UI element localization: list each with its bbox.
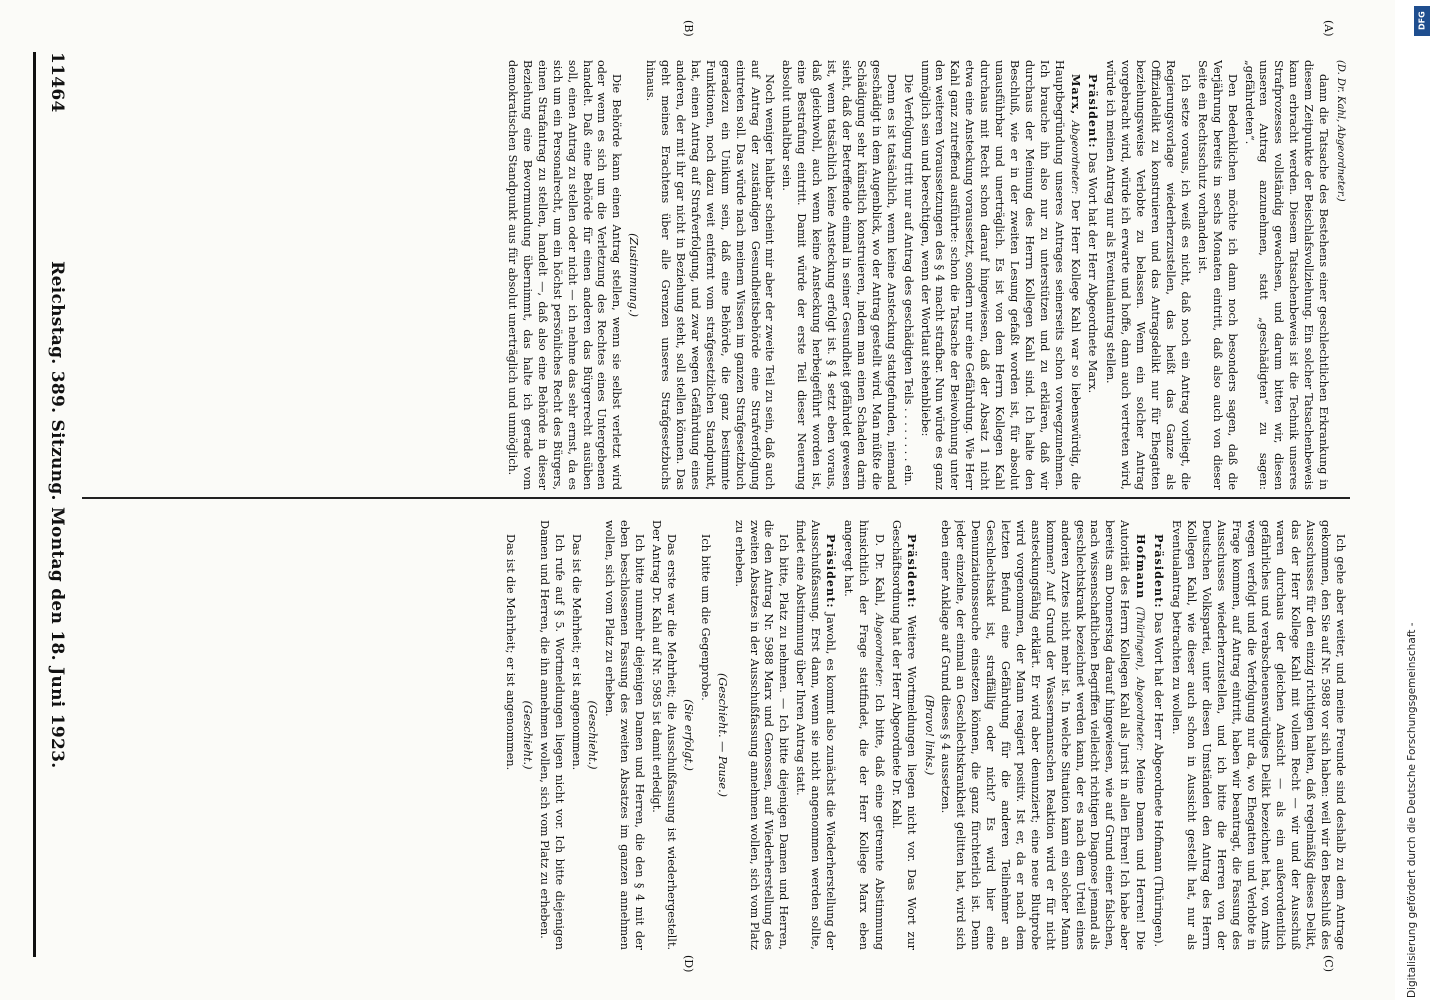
- page-header: [37, 52, 77, 957]
- paragraph: Ich bitte nunmehr diejenigen Damen und Herren, die den § 4 mit der eben beschlossenen Fassung des zweiten Absatzes im ganzen annehmen wollen, sich vom Platz zu erheben.: [603, 520, 647, 950]
- paragraph: dann die Tatsache des Bestehens einer geschlechtlichen Erkrankung in diesem Zeitpunkte der Beischlafsvollziehung. Ein solcher Tatsachenbeweis kann erbracht werden. Diesem Tatsachenbeweis ist die Technik unseres Strafprozesses vollständig gewachsen, und darum bitten wir, diesen unseren Antrag anzunehmen, statt „geschädigten“ zu sagen: „gefährdeten“.: [1242, 60, 1331, 490]
- interjection: (Sie erfolgt.): [681, 699, 695, 771]
- speaker-name: Präsident:: [1152, 534, 1167, 609]
- speaker-name: Präsident:: [1086, 74, 1101, 149]
- margin-mark-c: (C): [1322, 955, 1335, 972]
- margin-mark-d: (D): [682, 955, 695, 973]
- header-rule: [33, 52, 36, 957]
- paragraph: [792, 520, 838, 950]
- right-column: [92, 520, 1347, 950]
- paragraph: [938, 520, 1149, 950]
- page-number: 11464: [47, 52, 67, 113]
- paragraph: [917, 60, 1083, 490]
- speaker-name: Marx,: [1068, 74, 1083, 116]
- paragraph: [840, 520, 886, 950]
- paragraph: [1150, 520, 1166, 950]
- speech-text: Der Herr Kollege Kahl war so liebenswürdig, die Hauptbegründung unseres Antrages seinerseits schon vorwegzunehmen. Ich brauche ihn also nur zu unterstützen und zu erklären, daß wir durchaus der Meinung des Herrn Kollegen Kahl sind. Ich halte den Beschluß, wie er in der zweiten Lesung gefaßt worden ist, für absolut unausführbar und unerträglich. Es ist von dem Herrn Kollegen Kahl durchaus mit Recht schon darauf hingewiesen, daß der Absatz 1 nicht etwa eine Ansteckung voraussetzt, sondern nur eine Gefährdung. Wie Herr Kahl ganz zutreffend ausführte: schon die Tatsache der Beiwohnung unter den weiteren Voraussetzungen des § 4 macht strafbar. Nun würde es ganz unmöglich sein und berechtigen, wenn der Wortlaut stehenbliebe:: [918, 60, 1082, 490]
- interjection: (Geschieht.): [520, 700, 534, 770]
- paragraph: Ich rufe auf § 5. Wortmeldungen liegen nicht vor. Ich bitte diejenigen Damen und Herren, die ihn annehmen wollen, sich vom Platz zu erheben.: [537, 520, 566, 950]
- speaker-role: Abgeordneter:: [1068, 120, 1080, 195]
- interjection: (Geschieht. — Pause.): [715, 672, 729, 798]
- paragraph: Das ist die Mehrheit; er ist angenommen.: [569, 534, 583, 771]
- speech-text: Ich bitte, daß eine getrennte Abstimmung hinsichtlich der Frage stattfindet, die der Herr Kollege Marx eben angeregt hat.: [842, 520, 886, 950]
- speaker-name: Hofmann: [1134, 534, 1149, 600]
- paragraph: [1085, 60, 1101, 490]
- speech-text: Meine Damen und Herren! Die Autorität des Herrn Kollegen Kahl als Jurist in allen Ehren! Ich habe aber bereits am Donnerstag darauf hingewiesen, wie auf Grund einer falschen, nach wissenschaftlichen Begriffen vielleicht richtigen Diagnose jemand als geschlechtskrank bezeichnet werden kann, der es nach dem Urteil eines anderen Arztes nicht mehr ist. In welche Situation kann ein solcher Mann kommen? Auf Grund der Wassermannschen Reaktion wird er für nicht ansteckungsfähig erklärt. Er wird aber denunziert; eine neue Blutprobe wird vorgenommen, der Mann reagiert positiv. Ist er, da er nach dem letzten Befund eine Gefährdung für die anderen Teilnehmer an Geschlechtsakt ist, straffällig oder nicht? Es wird hier eine Denunziationsseuche einsetzen können, die ganz fürchterlich ist. Denn jeder einzelne, der einmal an Geschlechtskrankheit gelitten hat, wird sich eben einer Anklage auf Grund dieses § 4 aussetzen.: [939, 520, 1148, 950]
- paragraph: [888, 520, 919, 950]
- speaker-role: Abgeordneter:: [872, 613, 884, 687]
- paragraph: Die Behörde kann einen Antrag stellen, wenn sie selbst verletzt wird oder wenn es sich um die Verletzung des Rechtes eines Untergebenen handelt. Daß eine Behörde für einen anderen das Bürgerrecht ausüben soll, einen Antrag zu stellen oder nicht — ich nehme das sehr ernst, da es sich um ein Personalrecht, um ein höchst persönliches Recht des Bürgers, einen Strafantrag zu stellen, handelt —, daß also eine Behörde in dieser Beziehung eine Bevormundung übernimmt, das halte ich gerade vom demokratischen Standpunkt aus für absolut unerträglich und unmöglich.: [506, 60, 624, 490]
- speaker-continuation: (D. Dr. Kahl, Abgeordneter.): [1335, 60, 1346, 202]
- digitization-credit: Digitalisierung gefördert durch die Deutsche Forschungsgemeinschaft -: [1406, 622, 1418, 998]
- margin-mark-b: (B): [682, 20, 695, 37]
- speaker-role: (Thüringen), Abgeordneter:: [1134, 606, 1146, 752]
- interjection: (Geschieht.): [586, 700, 600, 770]
- speech-text: Das Wort hat der Herr Abgeordnete Hofmann (Thüringen).: [1152, 612, 1166, 948]
- quoted-law-text: Die Verfolgung tritt nur auf Antrag des geschädigten Teils . . . . . . . . ein.: [901, 74, 915, 486]
- speech-text: Weitere Wortmeldungen liegen nicht vor. Das Wort zur Geschäftsordnung hat der Herr Abgeordnete Dr. Kahl.: [889, 520, 918, 950]
- column-divider: [82, 497, 1350, 499]
- interjection: (Zustimmung.): [627, 233, 641, 317]
- speaker-name: D. Dr. Kahl,: [872, 534, 886, 607]
- paragraph: Den Bedenklichen möchte ich dann noch besonders sagen, daß die Verjährung bereits in sechs Monaten eintritt, daß also auch von dieser Seite ein Rechtsschutz vorhanden ist.: [1195, 60, 1239, 490]
- paragraph: Denn es ist tatsächlich, wenn keine Ansteckung stattgefunden, niemand geschädigt in dem Augenblick, wo der Antrag gestellt wird. Man müßte die Schädigung sehr künstlich konstruieren, indem man einen Schaden darin sieht, daß der Betreffende einmal in seiner Gesundheit gefährdet gewesen ist, wenn tatsächlich keine Ansteckung erfolgt ist. § 4 setzt eben voraus, daß gleichwohl, auch wenn keine Ansteckung herbeigeführt worden ist, eine Bestrafung eintritt. Damit würde der erste Teil dieser Neuerung absolut unhaltbar sein.: [780, 60, 898, 490]
- paragraph: Ich bitte um die Gegenprobe.: [698, 534, 712, 701]
- left-column: [92, 60, 1347, 490]
- paragraph: Ich setze voraus, ich weiß es nicht, daß noch ein Antrag vorliegt, die Regierungsvorlage wiederherzustellen, das heißt das Ganze als Offizialdelikt zu konstruieren und das Antragsdelikt nur für Ehegatten beziehungsweise Verlobte zu belassen. Wenn ein solcher Antrag vorgebracht wird, würde ich erwarte und hoffe, dann auch vertreten wird, würde ich meinen Antrag nur als Eventualantrag stellen.: [1104, 60, 1192, 490]
- paragraph: Ich bitte, Platz zu nehmen. — Ich bitte diejenigen Damen und Herren, die den Antrag Nr. 5988 Marx und Genossen, auf Wiederherstellung des zweiten Absatzes in der Ausschußfassung annehmen wollen, sich vom Platz zu erheben.: [732, 520, 791, 950]
- interjection: (Bravo! links.): [922, 694, 936, 776]
- paragraph: Das ist die Mehrheit; er ist angenommen.: [503, 534, 517, 771]
- paragraph: Noch weniger haltbar scheint mir aber der zweite Teil zu sein, daß auch auf Antrag der zuständigen Gesundheitsbehörde eine Strafverfolgung eintreten soll. Das würde nach meinem Wissen im ganzen Strafgesetzbuch geradezu ein Unikum sein, daß eine Behörde, die ganz bestimmte Funktionen, noch dazu weit entfernt vom strafgesetzlichen Standpunkt, hat, einen Antrag auf Strafverfolgung, und zwar wegen Gefährdung eines anderen, der mit ihr gar nicht in Beziehung steht, soll stellen können. Das geht meines Erachtens über alle Grenzen unseres Strafgesetzbuchs hinaus.: [644, 60, 777, 490]
- speech-text: Das Wort hat der Herr Abgeordnete Marx.: [1086, 152, 1100, 394]
- speaker-name: Präsident:: [904, 534, 919, 609]
- paragraph: Ich gehe aber weiter, und meine Freunde sind deshalb zu dem Antrage gekommen, den Sie auf Nr. 5988 vor sich haben: weil wir den Beschluß des Ausschusses für den einzig richtigen halten, daß regelmäßig dieses Delikt, das der Herr Kollege Kahl mit vollem Recht — wir und der Ausschuß waren durchaus der gleichen Ansicht — als ein außerordentlich gefährliches und verabscheuenswürdiges Delikt bezeichnet hat, von Amts wegen verfolgt und die Verfolgung nur da, wo Ehegatten und Verlobte in Frage kommen, auf Antrag eintritt, haben wir beantragt, die Fassung des Ausschusses wiederherzustellen, und ich bitte die Herren von der Deutschen Volkspartei, unter diesen Umständen den Antrag des Herrn Kollegen Kahl, wie dieser auch schon in Aussicht gestellt hat, nur als Eventualantrag betrachten zu wollen.: [1170, 520, 1347, 950]
- paragraph: Das erste war die Mehrheit; die Ausschußfassung ist wiederhergestellt. Der Antrag Dr. Kahl auf Nr. 5985 ist damit erledigt.: [650, 520, 679, 950]
- margin-mark-a: (A): [1322, 20, 1335, 37]
- speaker-name: Präsident:: [824, 534, 839, 609]
- page-title: Reichstag. 389. Sitzung. Montag den 18. Juni 1923.: [47, 261, 67, 769]
- dfg-logo: DFG: [1414, 6, 1430, 36]
- speech-text: Jawohl, es kommt also zunächst die Wiederherstellung der Ausschußfassung. Erst dann, wenn sie nicht angenommen werden sollte, findet eine Abstimmung über Ihren Antrag statt.: [794, 520, 838, 950]
